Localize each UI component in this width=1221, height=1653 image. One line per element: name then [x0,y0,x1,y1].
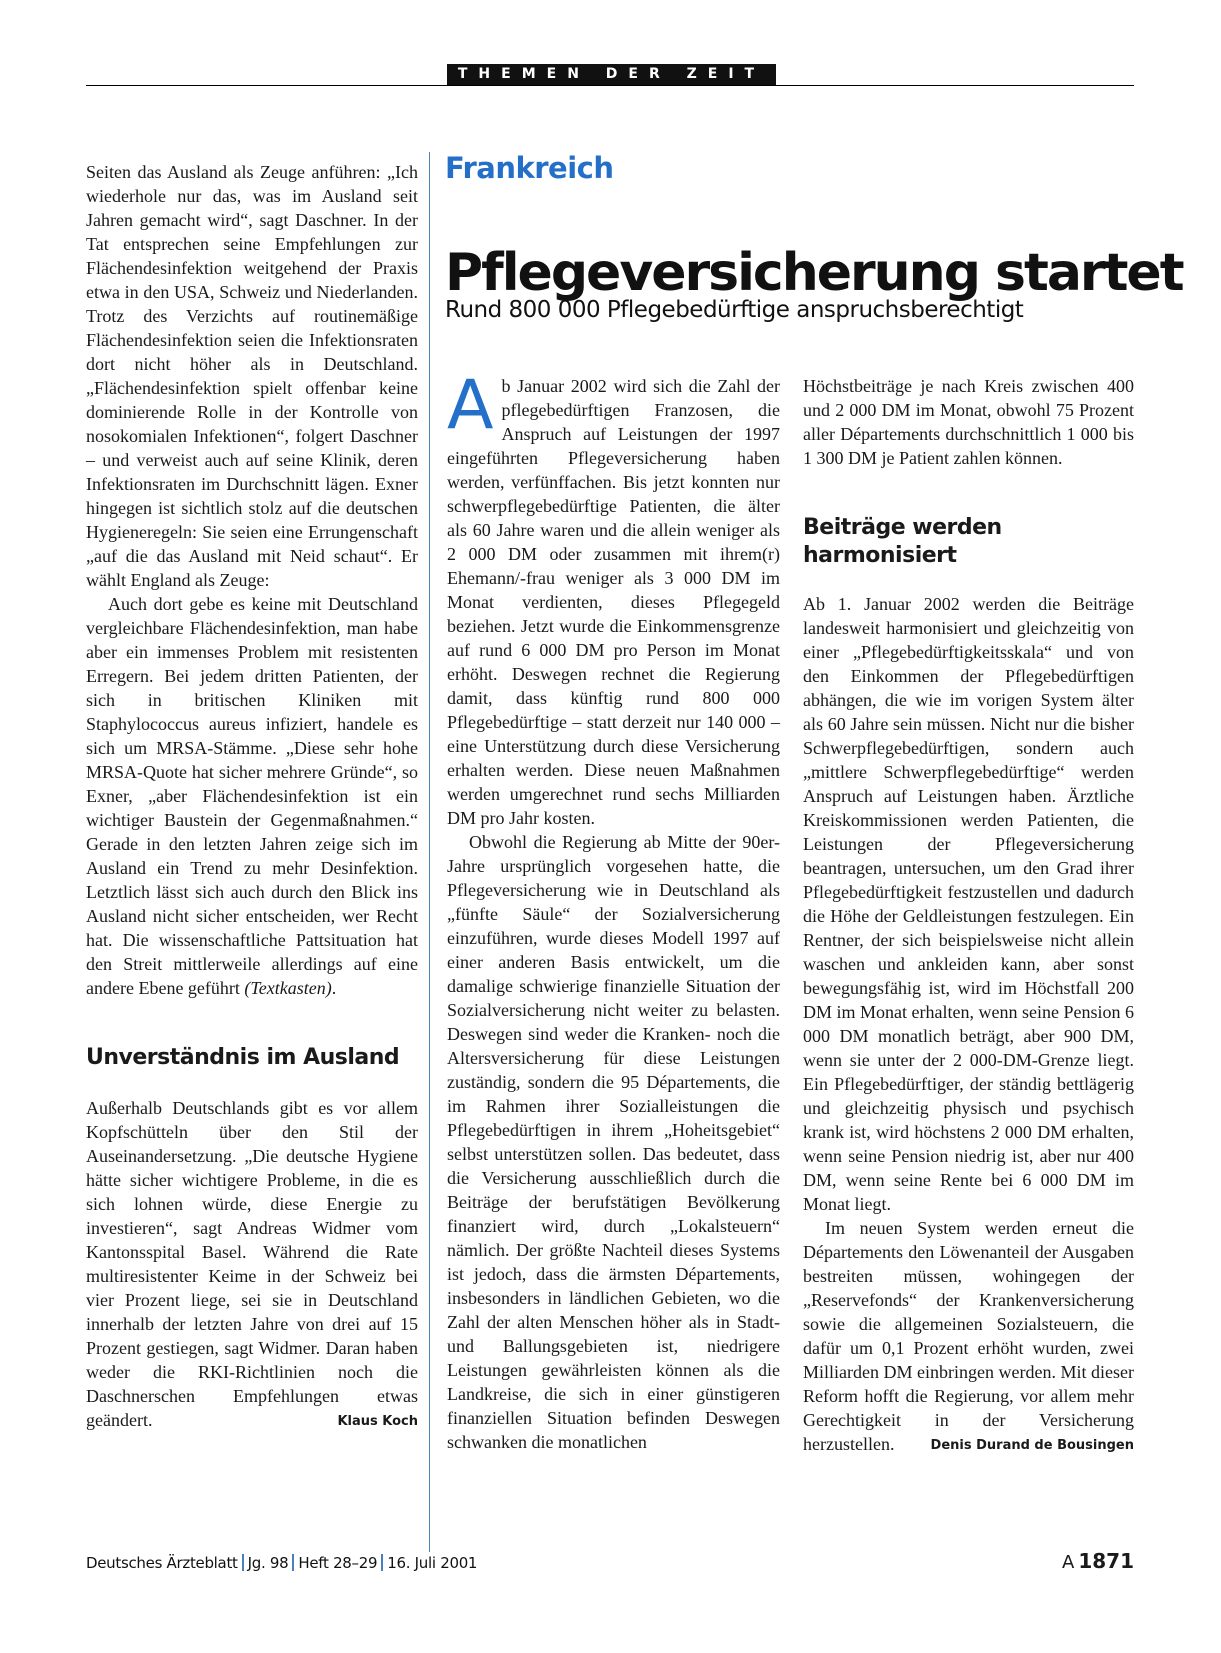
right-paragraph-1: Höchstbeiträge je nach Kreis zwischen 400 und 2 000 DM im Monat, obwohl 75 Prozent aller Départements durchschnittlich 1 000 bis 1 300 DM je Patient zahlen können. [803,376,1134,468]
left-paragraph-2-text: Auch dort gebe es keine mit Deutschland vergleichbare Flächendesinfektion, man habe aber ein immenses Problem mit resistenten Erregern. Bei jedem dritten Patienten, der sich in britischen Kliniken mit Staphylococcus aureus infiziert, handele es sich um MRSA-Stämme. „Diese sehr hohe MRSA-Quote hat sicher mehrere Gründe“, so Exner, „aber Flächendesinfektion ist ein wichtiger Baustein der Gegenmaßnahmen.“ Gerade in den letzten Jahren zeige sich im Ausland ein Trend zu mehr Desinfektion. Letztlich lässt sich auch durch den Blick ins Ausland nicht sicher entscheiden, wer Recht hat. Die wissenschaftliche Pattsituation hat den Streit mittlerweile allerdings auf eine andere Ebene geführt [86,594,418,998]
right-paragraph-3 [803,1216,1134,1456]
left-paragraph-3-text: Außerhalb Deutschlands gibt es vor allem Kopfschütteln über den Stil der Auseinandersetzung. „Die deutsche Hygiene hätte sicher wichtigere Probleme, in die es sich lohnen würde, diese Energie zu investieren“, sagt Andreas Widmer vom Kantonsspital Basel. Während die Rate multiresistenter Keime in der Schweiz bei vier Prozent liege, sei sie in Deutschland innerhalb der letzten Jahre von drei auf 15 Prozent gestiegen, sagt Widmer. Daran haben weder die RKI-Richtlinien noch die Daschnerschen Empfehlungen etwas geändert. [86,1098,418,1430]
section-rubric: THEMEN DER ZEIT [447,64,776,85]
right-paragraph-2: Ab 1. Januar 2002 werden die Beiträge landesweit harmonisiert und gleichzeitig von einer „Pflegebedürftigkeitsskala“ und von den Einkommen der Pflegebedürftigen abhängen, die wie im vorigen System älter als 60 Jahre sein müssen. Nicht nur die bisher Schwerpflegebedürftigen, sondern auch „mittlere Schwerpflegebedürftige“ werden Anspruch auf Leistungen haben. Ärztliche Kreiskommissionen werden Patienten, die Leistungen der Pflegeversicherung beantragen, untersuchen, um den Grad ihrer Pflegebedürftigkeit festzustellen und dadurch die Höhe der Geldleistungen festzulegen. Ein Rentner, der sich beispielsweise nicht allein waschen und ankleiden kann, aber sonst bewegungsfähig ist, wird im Höchstfall 200 DM im Monat erhalten, wenn seine Pension 6 000 DM monatlich beträgt, aber 900 DM, wenn sie unter der 2 000-DM-Grenze liegt. Ein Pflegebedürftiger, der ständig bettlägerig und gleichzeitig physisch und psychisch krank ist, wird höchstens 2 000 DM erhalten, wenn seine Pension niedrig ist, aber nur 400 DM, wenn seine Rente bei 6 000 DM im Monat liegt. [803,594,1134,1214]
article-deck: Rund 800 000 Pflegebedürftige anspruchsberechtigt [445,297,1024,323]
article-headline: Pflegeversicherung startet [445,242,1183,303]
footer-journal: Deutsches Ärzteblatt [86,1554,238,1572]
footer-citation [86,1552,477,1574]
footer-issue: Heft 28–29 [298,1554,378,1572]
right-paragraph-3-text: Im neuen System werden erneut die Départements den Löwenanteil der Ausgaben bestreiten müssen, wohingegen der „Reservefonds“ der Krankenversicherung sowie die allgemeinen Sozialsteuern, die dafür um 0,1 Prozent erhöht wurden, zwei Milliarden DM einbringen werden. Mit dieser Reform hofft die Regierung, vor allem mehr Gerechtigkeit in der Versicherung herzustellen. [803,1218,1134,1454]
header-rule [86,85,1134,86]
footer-separator [242,1554,244,1571]
right-column [803,374,1134,1458]
middle-column [447,366,780,1454]
column-divider-rule [429,152,430,1552]
article-kicker: Frankreich [445,151,614,185]
left-paragraph-3 [86,1096,418,1432]
left-paragraph-2-end: . [331,978,337,998]
page-number: 1871 [1078,1549,1134,1573]
footer-date: 16. Juli 2001 [387,1554,478,1572]
page-prefix: A [1062,1552,1075,1573]
subhead-unverstaendnis: Unverständnis im Ausland [86,1045,400,1070]
footer-separator [292,1554,294,1571]
footer-separator [381,1554,383,1571]
author-denis-durand: Denis Durand de Bousingen [930,1438,1134,1453]
left-paragraph-2 [86,592,418,1000]
left-column [86,160,418,1434]
subhead-beitraege: Beiträge werden harmonisiert [803,515,1002,568]
middle-paragraph-2: Obwohl die Regierung ab Mitte der 90er-Jahre ursprünglich vorgesehen hatte, die Pflegeversicherung wie in Deutschland als „fünfte Säule“ der Sozialversicherung einzuführen, wurde dieses Modell 1997 auf einer anderen Basis entwickelt, um die damalige schwierige finanzielle Situation der Sozialversicherung nicht weiter zu belasten. Deswegen sind weder die Kranken- noch die Altersversicherung für diese Leistungen zuständig, sondern die 95 Départements, die im Rahmen ihrer Sozialleistungen die Pflegebedürftigen in ihrem „Hoheitsgebiet“ selbst unterstützen sollen. Das bedeutet, dass die Versicherung ausschließlich durch die Beiträge der berufstätigen Bevölkerung finanziert wird, durch „Lokalsteuern“ nämlich. Der größte Nachteil dieses Systems ist jedoch, dass die ärmsten Départements, insbesonders in ländlichen Gebieten, wo die Zahl der alten Menschen höher als in Stadt- und Ballungsgebieten ist, niedrigere Leistungen gewährleisten können als die Landkreise, die sich in einer günstigeren finanziellen Situation befinden Deswegen schwanken die monatlichen [447,832,780,1452]
footer-volume: Jg. 98 [247,1554,289,1572]
middle-paragraph-1 [447,366,780,830]
drop-cap: A [447,366,494,445]
middle-paragraph-1-text: b Januar 2002 wird sich die Zahl der pflegebedürftigen Franzosen, die Anspruch auf Leistungen der 1997 eingeführten Pflegeversicherung haben werden, verfünffachen. Bis jetzt konnten nur schwerpflegebedürftige Patienten, die älter als 60 Jahre waren und die allein weniger als 2 000 DM oder zusammen mit ihrem(r) Ehemann/-frau weniger als 3 000 DM im Monat verdienten, dieses Pflegegeld beziehen. Jetzt wurde die Einkommensgrenze auf rund 6 000 DM pro Person im Monat erhöht. Deswegen rechnet die Regierung damit, dass künftig rund 800 000 Pflegebedürftige – statt derzeit nur 140 000 – eine Unterstützung durch diese Versicherung erhalten werden. Diese neuen Maßnahmen werden umgerechnet rund sechs Milliarden DM pro Jahr kosten. [447,376,780,828]
footer-page [1062,1548,1134,1576]
textkasten-reference: (Textkasten) [244,978,332,998]
left-paragraph-1: Seiten das Ausland als Zeuge anführen: „Ich wiederhole nur das, was im Ausland seit Jahren gemacht wird“, sagt Daschner. In der Tat entsprechen seine Empfehlungen zur Flächendesinfektion weitgehend der Praxis etwa in den USA, Schweiz und Niederlanden. Trotz des Verzichts auf routinemäßige Flächendesinfektion seien die Infektionsraten dort nicht höher als in Deutschland. „Flächendesinfektion spielt offenbar keine dominierende Rolle in der Kontrolle von nosokomialen Infektionen“, folgert Daschner – und verweist auch auf seine Klinik, deren Infektionsraten im Durchschnitt lägen. Exner hingegen ist sichtlich stolz auf die deutschen Hygieneregeln: Sie seien eine Errungenschaft „auf die das Ausland mit Neid schaut“. Er wählt England als Zeuge: [86,162,418,590]
author-klaus-koch: Klaus Koch [337,1414,418,1429]
